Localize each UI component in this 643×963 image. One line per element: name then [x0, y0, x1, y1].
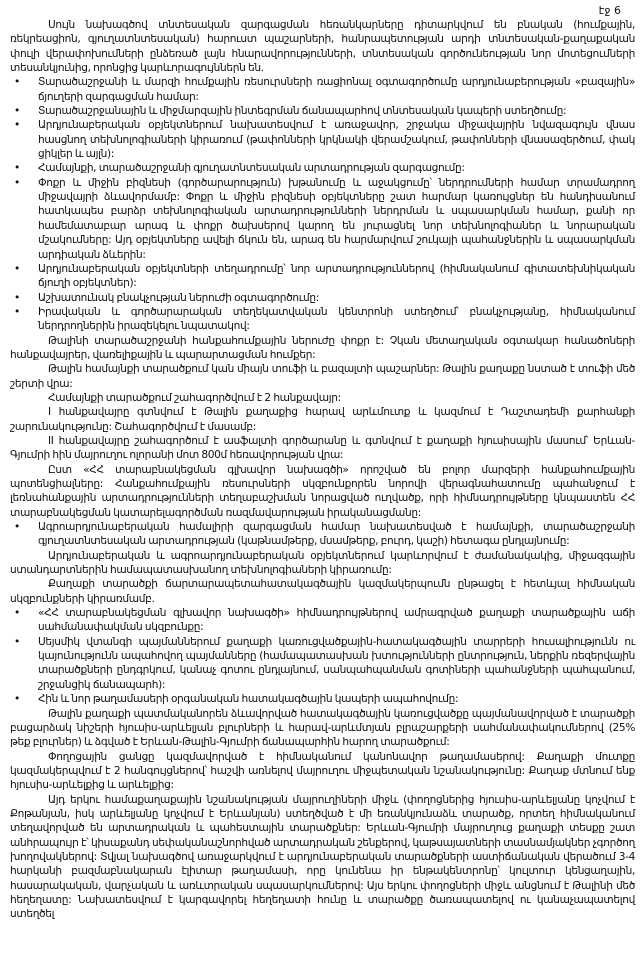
paragraph: Համայնքի տարածքում շահագործվում է 2 հանքավայր: [48, 391, 341, 404]
bullet-item: • Տարածաշրջանի և մարզի հումքային ռեսուրսների ռացիոնալ օգտագործումը արդյունաբերության «բազային» ճյուղերի զարգացման համար: [10, 75, 635, 104]
bullet-item: • «ՀՀ տարաբնակեցման գլխավոր նախագծի» հիմնադրույթներով ամրագրված քաղաքի տարածքային աճի սահմանափակման սկզբունքը: [10, 606, 635, 635]
paragraph: II հանքավայրը շահագործում է ասֆալտի գործարանը և գտնվում է քաղաքի հյուսիսային մասում՝ Երևան-Գյումրի հին մայրուղու ոլորանի մոտ 800մ հեռավորության վրա: [10, 434, 635, 462]
paragraph: Ըստ «ՀՀ տարաբնակեցման գլխավոր նախագծի» որոշված են բոլոր մարզերի հանքահումքային պոտենցիալները: Հանքահումքային ռեսուրսների սկզբունքորեն նորովի վերագնահատումը պահանջում է լեռնահանքային արտադրությունների տեղաբաշխման նորացված ուղվածք, որի հիմնադրույթները կնպաստեն ՀՀ տարաբնակեցման կատարելագործման ռազմավարության իրականացմանը: [10, 463, 635, 519]
document-body [10, 18, 635, 922]
paragraph: Թալին քաղաքի պատմականորեն ձևավորված հատակագծային կառուցվածքը պայմանավորված է տարածքի բացարձակ նիշերի հյուսիս-արևելյան բլուրների և հարավ-արևմտյան բլրաշարքերի սահմանափակումներով (25% թեք բլուրներ) և ձգված է Երևան-Թալին-Գյումրի ճանապարհին հարող տարածքում: [10, 707, 635, 749]
bullet-item: • Տարածաշրջանային և միջմարզային ինտեգրման ճանապարհով տնտեսական կապերի ստեղծումը: [10, 104, 635, 118]
paragraph: Սույն նախագծով տնտեսական զարգացման հեռանկարները դիտարկվում են բնական (հումքային, ռեկրեացիոն, գյուղատնտեսական) հարուստ պաշարների, հանրապետության արդի տնտեսական-քաղաքական փուլի վերափոխումների ընձեռած լայն հնարավորությունների, տնտեսական գործունեության նոր մոտեցումների տեսանկյունից, որոնցից կարևորագույններն են. [10, 19, 635, 75]
paragraph: Արդյունաբերական և ագրոարդյունաբերական օբյեկտներում կարևորվում է ժամանակակից, միջազգային ստանդարտներին համապատասխանող տեխնոլոգիաների կիրառումը: [10, 549, 635, 577]
paragraph: Այդ երկու համաքաղաքային նշանակության մայրուղիների միջև (փողոցներից հյուսիս-արևելյանը կոչվում է Քոթանյան, իսկ արևելյանը կոչվում է Երևանյան) ստեղծված է մի եռանկյունաձև տարածք, որտեղ հիմնականում տեղավորված են արտադրական և պահեստային տարածքներ: Երևան-Գյումրի մայրուղուց քաղաքի տեսքը շատ անհրապույր է՝ կիսաքանդ սեփականաշնորհված արտադրական շենքերով, կաթսայատների տասնամյակներ չգործող խողովակներով: Տվյալ նախագծով առաջարկվում է արդյունաբերական տարածքների աստիճանական վերածում 3-4 հարկանի բազմաբնակարան էլիտար թաղամասի, որը կունենա իր ենթակենտրոնը՝ կուլտուր կենցաղային, հասարակական, վարչական և առևտրական սպասարկումներով: Այս երկու փողոցների միջև անցնում է Թալինի մեծ հեղեղատը: Նախատեսվում է կարգավորել հեղեղատի հունը և տարածքը ծառապատելով ու կանաչապատելով ստեղծել [10, 793, 635, 921]
bullet-item: • Իրավական և գործարարական տեղեկատվական կենտրոնի ստեղծում՝ բնակչությանը, հիմնականում ներդրողներին իրազեկելու նպատակով: [10, 305, 635, 334]
bullet-item: • Փոքր և միջին բիզնեսի (գործարարություն) խթանումը և աջակցումը՝ ներդրումների համար տրամադրող միջավայրի ձևավորմամբ: Փոքր և միջին բիզնեսի օբյեկտները շատ հարմար կառույցներ են հանդիսանում հատկապես բարձր տեխնոլոգիական արտադրությունների ներդրման և սպասարկման համար, քանի որ համեմատաբար արագ և փոքր ծախսերով կարող են յուրացնել նոր տեխնոլոգիաներ և նորարական մշակումները: Այդ օբյեկտները ավելի ճկուն են, արագ են հարմարվում շուկայի պահանջներին և սպասարկման արդիական ձևերին: [10, 176, 635, 262]
bullet-item: • Հին և նոր թաղամասերի օրգանական հատակագծային կապերի ապահովումը: [10, 692, 635, 706]
paragraph: I հանքավայրը գտնվում է Թալին քաղաքից հարավ արևմուտք և կազմում է Դաշտադեմի քարհանքի շարունակությունը: Շահագործվում է մասամբ: [10, 406, 635, 433]
paragraph: Թալինի տարածաշրջանի հանքահումքային ներուժը փոքր է: Չկան մետաղական օգտակար հանածոների հանքավայրեր, վառելիքային և պարարտացման հումքեր: [10, 334, 635, 361]
bullet-item: • Արդյունաբերական օբյեկտներում նախատեսվում է առաջավոր, շրջակա միջավայրին նվազագույն վնաս հասցնող տեխնոլոգիաների կիրառում (թափոնների կրկնակի վերամշակում, թափոնների վնասազերծում, փակ ցիկլեր և այլն): [10, 118, 635, 161]
page-number: էջ 6 [598, 4, 621, 17]
paragraph: Քաղաքի տարածքի ճարտարապետահատակագծային կազմակերպումն ընթացել է հետևյալ հիմնական սկզբունքների կիրառմամբ. [10, 578, 635, 605]
bullet-item: • Սեյսմիկ վտանգի պայմաններում քաղաքի կառուցվածքային-հատակագծային տարրերի հուսալիությունն ու կայունությունն ապահովող պայմանները (համապատասխան խտությունների ընտրություն, ներքին ռեզերվային տարածքների ընդգրկում, կանաչ գոտու ընդլայնում, սանպահպանման գոտիների պահանջների պահպանում, շրջանցիկ ճանապարհ): [10, 635, 635, 692]
bullet-item: • Համայնքի, տարածաշրջանի գյուղատնտեսական արտադրության զարգացումը: [10, 161, 635, 175]
bullet-item: • Աշխատունակ բնակչության ներուժի օգտագործումը: [10, 291, 635, 305]
bullet-item: • Ագրոարդյունաբերական համալիրի զարգացման համար նախատեսված է համայնքի, տարածաշրջանի գյուղատնտեսական արտադրության (կաթնամթերք, մսամթերք, բուրդ, կաշի) հետագա ընդլայնումը: [10, 520, 635, 549]
bullet-item: • Արդյունաբերական օբյեկտների տեղադրումը՝ նոր արտադրություններով (հիմնականում գիտատեխնիկական ճյուղի օբյեկտներ): [10, 262, 635, 291]
paragraph: Փողոցային ցանցը կազմավորված է հիմնականում կանոնավոր թաղամասերով: Քաղաքի մուտքը կազմակերպվում է 2 հանգույցներով՝ հաշվի առնելով մայրուղու միջպետական նշանակությունը: Քաղաք մտնում ենք հյուսիս-արևելքից և արևելքից: [10, 750, 635, 792]
paragraph: Թալին համայնքի տարածքում կան միայն տուֆի և բազալտի պաշարներ: Թալին քաղաքը նստած է տուֆի մեծ շերտի վրա: [10, 363, 635, 390]
